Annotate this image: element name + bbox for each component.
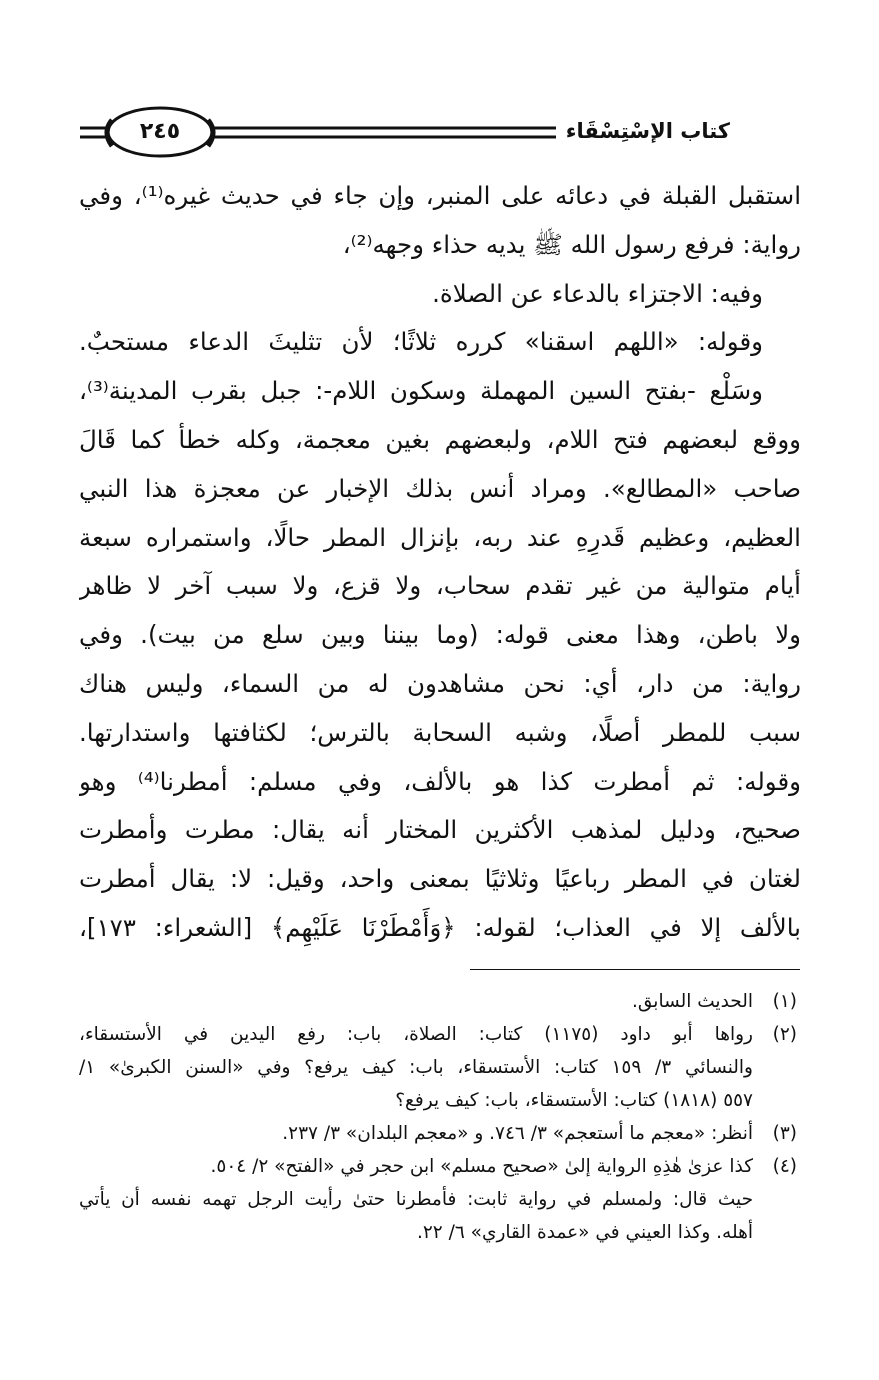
- footnote-line: حيث قال: ولمسلم في رواية ثابت: فأمطرنا حتىٰ رأيت الرجل تهمه نفسه أن يأتي: [79, 1189, 753, 1210]
- book-title: كتاب الإسْتِسْقَاء: [556, 116, 800, 146]
- page-number: ٢٤٥: [139, 119, 181, 144]
- text-line: ووقع لبعضهم فتح اللام، ولبعضهم بغين معجمة، وكله خطأ كما قَالَ: [79, 424, 801, 454]
- page-header: [80, 100, 800, 170]
- footnote-number: (٤): [772, 1156, 797, 1177]
- footnote-line: والنسائي ٣/ ١٥٩ كتاب: الأستسقاء، باب: كيف يرفع؟ وفي «السنن الكبرىٰ» ١/: [79, 1057, 753, 1078]
- footnote-line: الحديث السابق.: [632, 991, 753, 1012]
- footnote-3: [79, 1117, 799, 1150]
- footnotes: [79, 985, 799, 1249]
- text-line: ولا باطن، وهذا معنى قوله: (وما بيننا وبين سلع من بيت). وفي: [79, 620, 801, 650]
- text-line: صحيح، ودليل لمذهب الأكثرين المختار أنه يقال: مطرت وأمطرت: [79, 815, 801, 845]
- footnote-line: أنظر: «معجم ما أستعجم» ٣/ ٧٤٦. و «معجم البلدان» ٣/ ٢٣٧.: [282, 1123, 753, 1144]
- text-line: رواية: فرفع رسول الله ﷺ يديه حذاء وجهه⁽²⁾،: [342, 229, 801, 259]
- text-line: وفيه: الاجتزاء بالدعاء عن الصلاة.: [432, 278, 763, 308]
- footnote-2: [79, 1018, 799, 1117]
- footnote-number: (٢): [772, 1024, 797, 1045]
- footnote-number: (١): [772, 991, 797, 1012]
- footnote-line: ٥٥٧ (١٨١٨) كتاب: الأستسقاء، باب: كيف يرفع؟: [395, 1090, 753, 1111]
- footnote-number: (٣): [772, 1123, 797, 1144]
- footnote-1: [79, 985, 799, 1018]
- text-line: صاحب «المطالع». ومراد أنس بذلك الإخبار عن معجزة هذا النبي: [79, 473, 801, 503]
- text-line: العظيم، وعظيم قَدرِهِ عند ربه، بإنزال المطر حالًا، واستمراره سبعة: [79, 522, 801, 552]
- text-line: أيام متوالية من غير تقدم سحاب، ولا قزع، ولا سبب آخر لا ظاهر: [79, 571, 801, 601]
- text-line: وسَلْع -بفتح السين المهملة وسكون اللام-: جبل بقرب المدينة⁽³⁾،: [79, 376, 763, 406]
- text-line: وقوله: «اللهم اسقنا» كرره ثلاثًا؛ لأن تثليثَ الدعاء مستحبٌ.: [79, 327, 763, 357]
- text-line: سبب للمطر أصلًا، وشبه السحابة بالترس؛ لكثافتها واستدارتها.: [79, 717, 801, 747]
- text-line: وقوله: ثم أمطرت كذا هو بالألف، وفي مسلم: أمطرنا⁽⁴⁾ وهو: [79, 766, 801, 796]
- text-line: بالألف إلا في العذاب؛ لقوله: ﴿وَأَمْطَرْنَا عَلَيْهِم﴾ [الشعراء: ١٧٣]،: [79, 912, 801, 942]
- footnote-4: [79, 1150, 799, 1249]
- footnote-line: أهله. وكذا العيني في «عمدة القاري» ٦/ ٢٢.: [416, 1222, 753, 1243]
- footnote-line: كذا عزىٰ هٰذِهِ الرواية إلىٰ «صحيح مسلم» ابن حجر في «الفتح» ٢/ ٥٠٤.: [210, 1156, 753, 1177]
- footnote-divider: [470, 969, 800, 970]
- text-line: لغتان في المطر رباعيًا وثلاثيًا بمعنى واحد، وقيل: لا: يقال أمطرت: [79, 864, 801, 894]
- text-line: رواية: من دار، أي: نحن مشاهدون له من السماء، وليس هناك: [79, 668, 801, 698]
- footnote-line: رواها أبو داود (١١٧٥) كتاب: الصلاة، باب: رفع اليدين في الأستسقاء،: [79, 1024, 753, 1045]
- main-text: [79, 172, 801, 953]
- text-line: استقبل القبلة في دعائه على المنبر، وإن جاء في حديث غيره⁽¹⁾، وفي: [79, 181, 801, 210]
